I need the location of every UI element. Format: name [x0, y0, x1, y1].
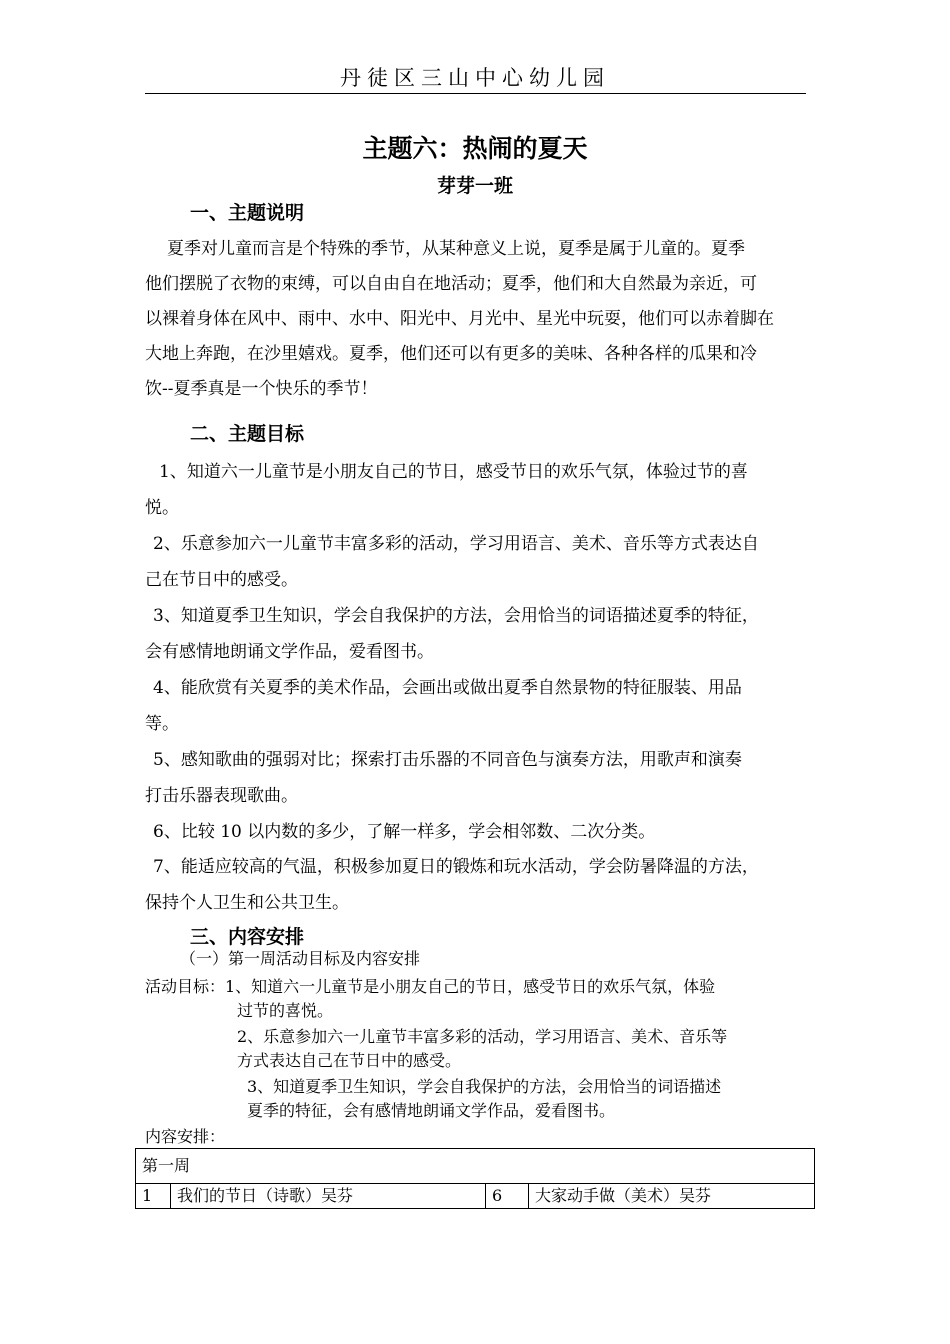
- section-description-body: [145, 232, 813, 407]
- goal-line: 悦。: [145, 498, 179, 518]
- activity-goals-label: 活动目标：: [145, 977, 226, 996]
- goal-item: [145, 814, 813, 850]
- activity-goal-line: 2、乐意参加六一儿童节丰富多彩的活动，学习用语言、美术、音乐等: [237, 1027, 728, 1046]
- page-title: 主题六：热闹的夏天: [362, 134, 588, 163]
- description-line: 大地上奔跑，在沙里嬉戏。夏季，他们还可以有更多的美味、各种各样的瓜果和冷: [145, 344, 757, 364]
- section-heading-content: 三、内容安排: [190, 926, 305, 948]
- activity-goal-line: 1、知道六一儿童节是小朋友自己的节日，感受节日的欢乐气氛，体验: [225, 977, 716, 996]
- week-title: （一）第一周活动目标及内容安排: [180, 949, 421, 968]
- description-line: 饮--夏季真是一个快乐的季节！: [145, 379, 378, 399]
- activity-goal-line: 过节的喜悦。: [237, 1001, 334, 1020]
- section-heading-goals: 二、主题目标: [190, 423, 305, 445]
- activity-goal-line: 方式表达自己在节日中的感受。: [237, 1051, 462, 1070]
- header-divider: [145, 93, 806, 94]
- section-heading-description: 一、主题说明: [190, 202, 305, 224]
- goal-line: 5、感知歌曲的强弱对比；探索打击乐器的不同音色与演奏方法，用歌声和演奏: [153, 750, 742, 770]
- schedule-table: [135, 1148, 815, 1209]
- goal-line: 保持个人卫生和公共卫生。: [145, 893, 349, 913]
- goal-line: 3、知道夏季卫生知识，学会自我保护的方法，会用恰当的词语描述夏季的特征，: [153, 606, 759, 626]
- activity-goal-line: 3、知道夏季卫生知识，学会自我保护的方法，会用恰当的词语描述: [247, 1077, 722, 1096]
- activity-goal-item: [225, 975, 795, 1023]
- activity-goal-line: 夏季的特征，会有感情地朗诵文学作品，爱看图书。: [247, 1101, 616, 1120]
- goal-line: 7、能适应较高的气温，积极参加夏日的锻炼和玩水活动，学会防暑降温的方法，: [153, 857, 759, 877]
- description-line: 以裸着身体在风中、雨中、水中、阳光中、月光中、星光中玩耍，他们可以赤着脚在: [145, 309, 774, 329]
- document-header: 丹徒区三山中心幼儿园: [340, 66, 610, 90]
- goal-line: 打击乐器表现歌曲。: [145, 786, 298, 806]
- table-cell-activity: 我们的节日（诗歌）吴芬: [171, 1184, 486, 1209]
- page-subtitle: 芽芽一班: [436, 175, 513, 197]
- week-cell: 第一周: [136, 1149, 815, 1184]
- goal-line: 己在节日中的感受。: [145, 570, 298, 590]
- goal-line: 4、能欣赏有关夏季的美术作品，会画出或做出夏季自然景物的特征服装、用品: [153, 678, 742, 698]
- content-arrangement-label: 内容安排：: [145, 1127, 226, 1146]
- goal-item: [145, 526, 813, 598]
- activity-goal-item: [247, 1075, 817, 1123]
- goal-line: 6、比较 10 以内数的多少，了解一样多，学会相邻数、二次分类。: [153, 822, 656, 842]
- goal-item: [145, 670, 813, 742]
- goal-line: 会有感情地朗诵文学作品，爱看图书。: [145, 642, 434, 662]
- goal-line: 2、乐意参加六一儿童节丰富多彩的活动，学习用语言、美术、音乐等方式表达自: [153, 534, 759, 554]
- table-row: [136, 1184, 815, 1209]
- goal-line: 1、知道六一儿童节是小朋友自己的节日，感受节日的欢乐气氛，体验过节的喜: [159, 462, 748, 482]
- goal-item: [145, 849, 813, 921]
- description-line: 夏季对儿童而言是个特殊的季节，从某种意义上说，夏季是属于儿童的。夏季: [167, 239, 745, 259]
- table-cell-number: 1: [136, 1184, 171, 1209]
- activity-goal-item: [237, 1025, 807, 1073]
- table-cell-number: 6: [486, 1184, 529, 1209]
- goal-line: 等。: [145, 714, 179, 734]
- goal-item: [145, 598, 813, 670]
- goal-item: [145, 742, 813, 814]
- table-row: [136, 1149, 815, 1184]
- goal-item: [145, 454, 813, 526]
- table-cell-activity: 大家动手做（美术）吴芬: [529, 1184, 815, 1209]
- description-line: 他们摆脱了衣物的束缚，可以自由自在地活动；夏季，他们和大自然最为亲近，可: [145, 274, 757, 294]
